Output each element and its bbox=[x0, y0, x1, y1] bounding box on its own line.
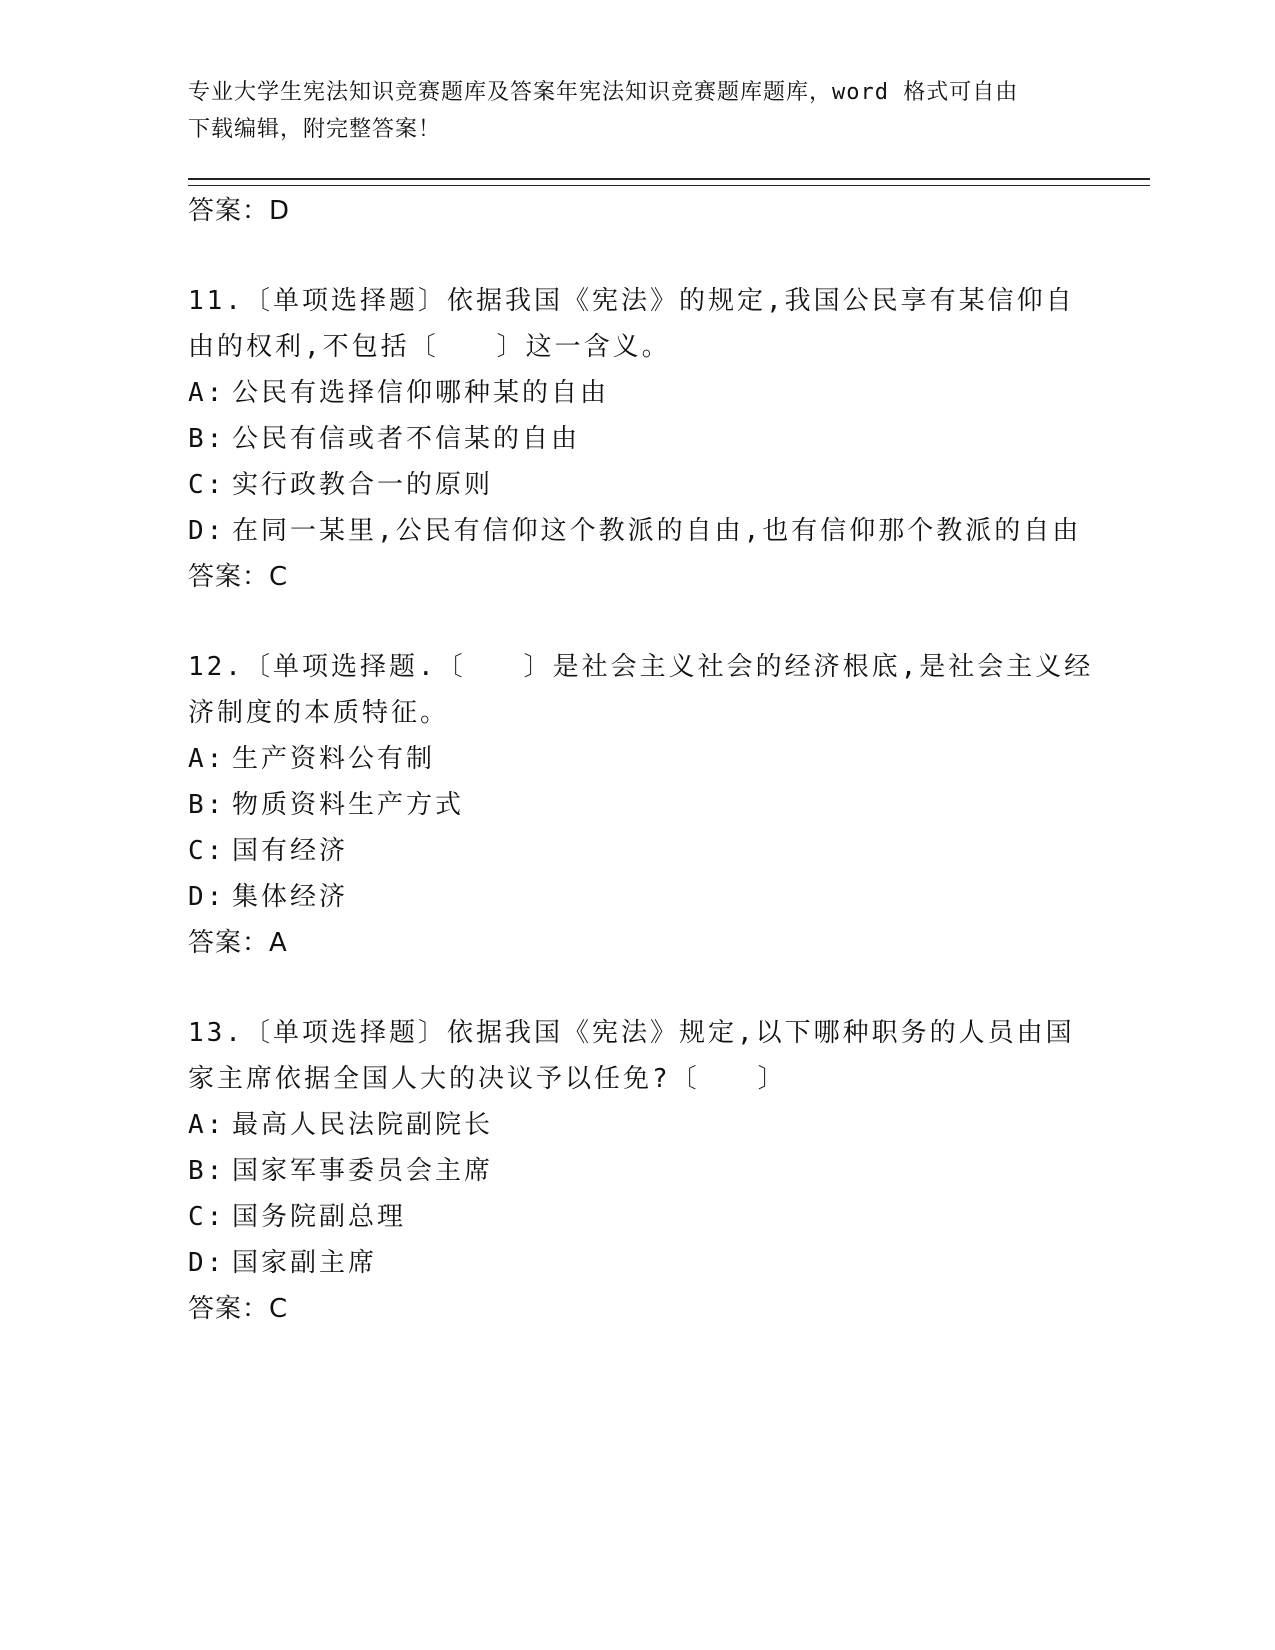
option-text: 国家军事委员会主席 bbox=[232, 1156, 494, 1186]
option-letter: A: bbox=[188, 378, 226, 408]
question-block bbox=[188, 1010, 1088, 1332]
option-letter: D: bbox=[188, 1248, 226, 1278]
question-block bbox=[188, 278, 1088, 600]
question-text: 11.〔单项选择题〕依据我国《宪法》的规定,我国公民享有某信仰自 bbox=[188, 286, 1075, 316]
question-text: 13.〔单项选择题〕依据我国《宪法》规定,以下哪种职务的人员由国 bbox=[188, 1018, 1075, 1048]
option-text: 公民有选择信仰哪种某的自由 bbox=[232, 378, 610, 408]
option-c bbox=[188, 462, 1088, 508]
answer-line: 答案：C bbox=[188, 1294, 289, 1324]
question-list bbox=[188, 188, 1094, 1332]
question-text: 由的权利,不包括〔 〕这一含义。 bbox=[188, 332, 671, 362]
option-letter: D: bbox=[188, 882, 226, 912]
question-block bbox=[188, 644, 1094, 966]
answer-line: 答案：D bbox=[188, 196, 291, 226]
option-b bbox=[188, 1148, 1088, 1194]
question-text: 济制度的本质特征。 bbox=[188, 698, 450, 728]
option-letter: A: bbox=[188, 744, 226, 774]
option-c bbox=[188, 828, 1088, 874]
option-text: 公民有信或者不信某的自由 bbox=[232, 424, 581, 454]
option-letter: C: bbox=[188, 470, 226, 500]
option-letter: A: bbox=[188, 1110, 226, 1140]
option-text: 物质资料生产方式 bbox=[232, 790, 465, 820]
option-a bbox=[188, 736, 1088, 782]
option-letter: B: bbox=[188, 1156, 226, 1186]
option-text: 集体经济 bbox=[232, 882, 349, 912]
option-text: 国有经济 bbox=[232, 836, 349, 866]
answer-line: 答案：A bbox=[188, 928, 288, 958]
option-a bbox=[188, 370, 1088, 416]
option-text: 最高人民法院副院长 bbox=[232, 1110, 494, 1140]
option-text: 国务院副总理 bbox=[232, 1202, 407, 1232]
option-text: 国家副主席 bbox=[232, 1248, 378, 1278]
question-text: 家主席依据全国人大的决议予以任免?〔 〕 bbox=[188, 1064, 787, 1094]
option-text: 生产资料公有制 bbox=[232, 744, 436, 774]
document-header bbox=[188, 74, 1088, 148]
option-letter: B: bbox=[188, 424, 226, 454]
answer-line: 答案：C bbox=[188, 562, 289, 592]
option-letter: D: bbox=[188, 516, 226, 546]
option-letter: C: bbox=[188, 836, 226, 866]
option-text: 在同一某里,公民有信仰这个教派的自由,也有信仰那个教派的自由 bbox=[232, 516, 1082, 546]
option-d bbox=[188, 508, 1088, 554]
header-line: 下载编辑，附完整答案！ bbox=[188, 117, 442, 142]
option-text: 实行政教合一的原则 bbox=[232, 470, 494, 500]
option-b bbox=[188, 416, 1088, 462]
header-line: 专业大学生宪法知识竞赛题库及答案年宪法知识竞赛题库题库，word 格式可自由 bbox=[188, 80, 1019, 105]
option-d bbox=[188, 874, 1088, 920]
option-letter: B: bbox=[188, 790, 226, 820]
option-letter: C: bbox=[188, 1202, 226, 1232]
option-c bbox=[188, 1194, 1088, 1240]
option-d bbox=[188, 1240, 1088, 1286]
header-divider bbox=[188, 178, 1150, 186]
option-a bbox=[188, 1102, 1088, 1148]
question-text: 12.〔单项选择题.〔 〕是社会主义社会的经济根底,是社会主义经 bbox=[188, 652, 1094, 682]
option-b bbox=[188, 782, 1088, 828]
